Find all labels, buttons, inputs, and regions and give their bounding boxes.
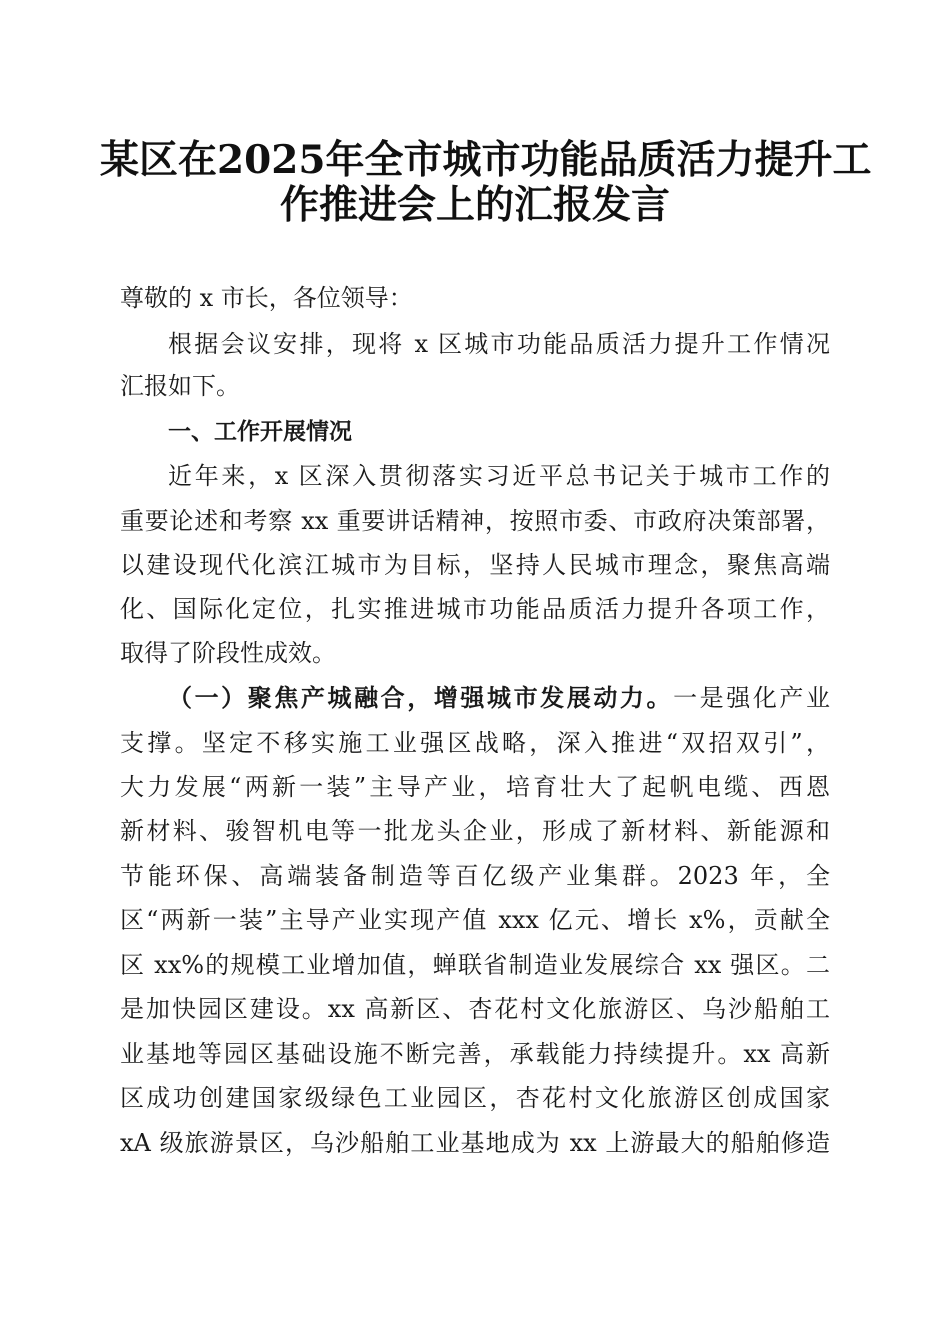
paragraph-line: xA 级旅游景区，乌沙船舶工业基地成为 xx 上游最大的船舶修造 [120, 1129, 830, 1157]
paragraph-line: 区成功创建国家级绿色工业园区，杏花村文化旅游区创成国家 [120, 1084, 830, 1112]
paragraph-line: 化、国际化定位，扎实推进城市功能品质活力提升各项工作， [120, 595, 830, 623]
paragraph-line: 以建设现代化滨江城市为目标，坚持人民城市理念，聚焦高端 [120, 551, 830, 579]
section-heading: 一、工作开展情况 [168, 419, 352, 445]
paragraph-line: 大力发展“两新一装”主导产业，培育壮大了起帆电缆、西恩 [120, 773, 830, 801]
subsection-first-line [168, 682, 830, 714]
paragraph-line: 是加快园区建设。xx 高新区、杏花村文化旅游区、乌沙船舶工 [120, 995, 830, 1023]
paragraph-line: 取得了阶段性成效。 [120, 639, 336, 667]
paragraph-line: 区“两新一装”主导产业实现产值 xxx 亿元、增长 x%，贡献全 [120, 906, 830, 934]
subsection-first-rest: 一是强化产业 [673, 684, 831, 712]
paragraph-line: 节能环保、高端装备制造等百亿级产业集群。2023 年，全 [120, 862, 830, 890]
salutation: 尊敬的 x 市长，各位领导： [120, 284, 413, 312]
paragraph-line: 新材料、骏智机电等一批龙头企业，形成了新材料、新能源和 [120, 817, 830, 845]
intro-line: 汇报如下。 [120, 372, 240, 400]
paragraph-line: 重要论述和考察 xx 重要讲话精神，按照市委、市政府决策部署， [120, 507, 830, 535]
paragraph-line: 区 xx%的规模工业增加值，蝉联省制造业发展综合 xx 强区。二 [120, 951, 830, 979]
document-title-line-2: 作推进会上的汇报发言 [279, 182, 670, 228]
document-title-line-1: 某区在2025年全市城市功能品质活力提升工 [100, 137, 872, 183]
paragraph-line: 业基地等园区基础设施不断完善，承载能力持续提升。xx 高新 [120, 1040, 830, 1068]
subsection-lead: （一）聚焦产城融合，增强城市发展动力。 [168, 683, 674, 712]
intro-line: 根据会议安排，现将 x 区城市功能品质活力提升工作情况 [168, 330, 830, 358]
paragraph-line: 近年来，x 区深入贯彻落实习近平总书记关于城市工作的 [168, 462, 830, 490]
paragraph-line: 支撑。坚定不移实施工业强区战略，深入推进“双招双引”， [120, 729, 830, 757]
